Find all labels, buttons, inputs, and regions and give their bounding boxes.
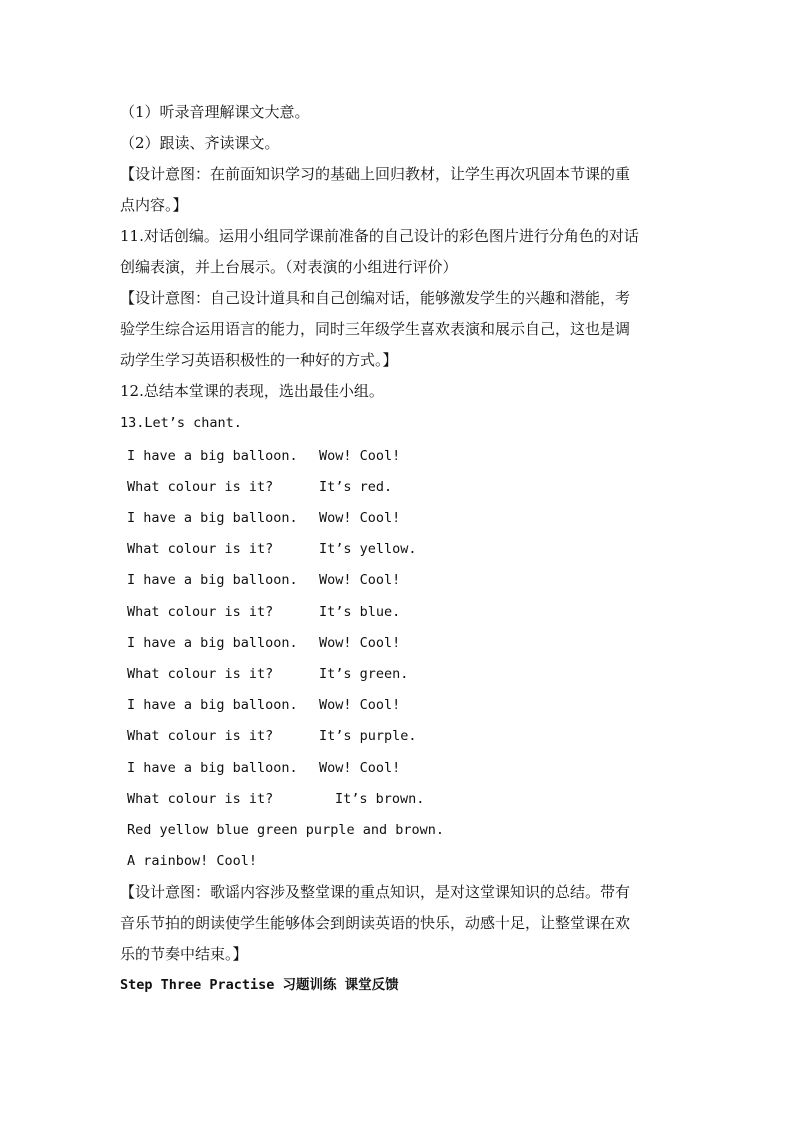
chant-line: [127, 477, 687, 497]
text-line: 创编表演，并上台展示。（对表演的小组进行评价）: [120, 258, 458, 276]
text-line: （1）听录音理解课文大意。: [120, 103, 310, 121]
chant-question: I have a big balloon.: [127, 697, 298, 713]
chant-question: What colour is it?: [127, 604, 274, 620]
chant-question: What colour is it?: [127, 728, 274, 744]
chant-answer: Wow! Cool!: [319, 697, 401, 713]
design-intent-text: 【设计意图：自己设计道具和自己创编对话，能够激发学生的兴趣和潜能，考: [120, 289, 631, 307]
chant-line: [127, 539, 687, 559]
design-intent-text: 动学生学习英语积极性的一种好的方式。】: [120, 351, 398, 369]
chant-line: [127, 726, 687, 746]
chant-answer: Wow! Cool!: [319, 572, 401, 588]
step-heading: Step Three Practise 习题训练 课堂反馈: [120, 977, 399, 993]
chant-answer: It’s purple.: [319, 728, 417, 744]
design-intent-text: 音乐节拍的朗读使学生能够体会到朗读英语的快乐，动感十足，让整堂课在欢: [120, 914, 631, 932]
chant-answer: It’s green.: [319, 666, 409, 682]
chant-question: I have a big balloon.: [127, 760, 298, 776]
chant-answer: Wow! Cool!: [319, 448, 401, 464]
chant-colors-line: Red yellow blue green purple and brown.: [127, 822, 444, 838]
chant-line: [127, 758, 687, 778]
chant-rainbow-line: A rainbow! Cool!: [127, 853, 258, 869]
chant-question: I have a big balloon.: [127, 510, 298, 526]
chant-line: [127, 446, 687, 466]
chant-question: I have a big balloon.: [127, 572, 298, 588]
chant-answer: It’s blue.: [319, 604, 401, 620]
chant-answer: It’s yellow.: [319, 541, 417, 557]
chant-line: [127, 695, 687, 715]
chant-answer: Wow! Cool!: [319, 510, 401, 526]
chant-line: [127, 664, 687, 684]
chant-line: [127, 508, 687, 528]
design-intent-text: 乐的节奏中结束。】: [120, 945, 248, 963]
chant-answer: Wow! Cool!: [319, 635, 401, 651]
chant-heading: 13.Let’s chant.: [120, 415, 242, 431]
chant-line: [127, 633, 687, 653]
chant-question: I have a big balloon.: [127, 635, 298, 651]
design-intent-text: 【设计意图：在前面知识学习的基础上回归教材，让学生再次巩固本节课的重: [120, 165, 631, 183]
text-line: 11.对话创编。运用小组同学课前准备的自己设计的彩色图片进行分角色的对话: [120, 227, 639, 245]
chant-question: What colour is it?: [127, 541, 274, 557]
chant-line: [127, 602, 687, 622]
chant-question: What colour is it?: [127, 791, 274, 807]
chant-line: [127, 789, 687, 809]
chant-question: I have a big balloon.: [127, 448, 298, 464]
chant-question: What colour is it?: [127, 479, 274, 495]
chant-answer: It’s red.: [319, 479, 393, 495]
chant-question: What colour is it?: [127, 666, 274, 682]
text-line: 12.总结本堂课的表现，选出最佳小组。: [120, 382, 384, 400]
chant-answer: Wow! Cool!: [319, 760, 401, 776]
text-line: （2）跟读、齐读课文。: [120, 134, 280, 152]
design-intent-text: 验学生综合运用语言的能力，同时三年级学生喜欢表演和展示自己，这也是调: [120, 320, 631, 338]
design-intent-text: 【设计意图：歌谣内容涉及整堂课的重点知识，是对这堂课知识的总结。带有: [120, 883, 631, 901]
chant-line: [127, 570, 687, 590]
design-intent-text: 点内容。】: [120, 196, 188, 214]
chant-answer: It’s brown.: [335, 791, 425, 807]
